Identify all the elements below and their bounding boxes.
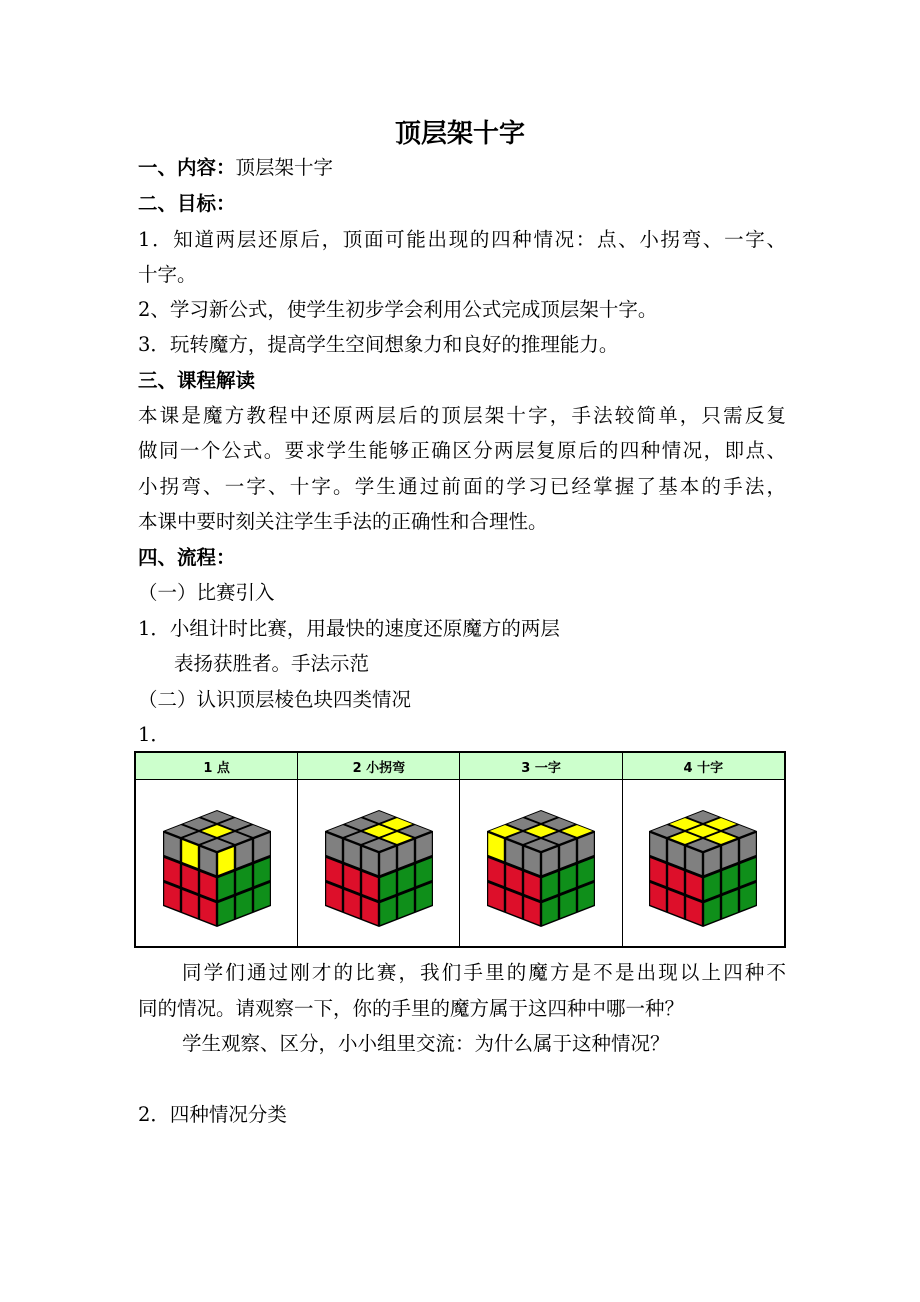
content-heading: 一、内容： (138, 156, 236, 179)
content-line (138, 155, 333, 181)
case-cell-1 (135, 780, 298, 948)
course-line-1: 本课是魔方教程中还原两层后的顶层架十字，手法较简单，只需反复 (138, 404, 786, 427)
observe-line-1: 同学们通过刚才的比赛，我们手里的魔方是不是出现以上四种不 (182, 961, 786, 984)
case-header-3: 3 一字 (460, 752, 622, 780)
flow-2-heading: （二）认识顶层棱色块四类情况 (138, 688, 412, 711)
flow-1-item: 1．小组计时比赛，用最快的速度还原魔方的两层 (138, 617, 560, 640)
discuss-line: 学生观察、区分，小小组里交流：为什么属于这种情况？ (182, 1032, 670, 1055)
cube-cross-image (638, 798, 768, 928)
cube-small-turn-image (314, 798, 444, 928)
flow-2-item-1: 1． (138, 723, 170, 746)
goal-1-line-1: 1．知道两层还原后，顶面可能出现的四种情况：点、小拐弯、一字、 (138, 228, 786, 251)
goal-1-line-2: 十字。 (138, 263, 197, 286)
case-cell-4 (622, 780, 785, 948)
flow-1-sub: 表扬获胜者。手法示范 (174, 652, 370, 675)
cases-header-row (135, 752, 785, 780)
course-line-3: 小拐弯、一字、十字。学生通过前面的学习已经掌握了基本的手法， (138, 475, 786, 498)
item-2: 2．四种情况分类 (138, 1103, 287, 1126)
goal-2: 2、学习新公式，使学生初步学会利用公式完成顶层架十字。 (138, 298, 658, 321)
goals-heading: 二、目标： (138, 192, 236, 215)
observe-line-2: 同的情况。请观察一下，你的手里的魔方属于这四种中哪一种？ (138, 997, 685, 1020)
goal-3: 3．玩转魔方，提高学生空间想象力和良好的推理能力。 (138, 333, 619, 356)
case-header-4: 4 十字 (622, 752, 785, 780)
course-line-4: 本课中要时刻关注学生手法的正确性和合理性。 (138, 510, 548, 533)
course-line-2: 做同一个公式。要求学生能够正确区分两层复原后的四种情况，即点、 (138, 439, 786, 462)
case-header-2: 2 小拐弯 (298, 752, 460, 780)
content-text: 顶层架十字 (235, 156, 334, 179)
case-cell-2 (298, 780, 460, 948)
cases-table (134, 751, 786, 948)
page-title: 顶层架十字 (394, 119, 525, 149)
case-header-1: 1 点 (135, 752, 298, 780)
flow-1-heading: （一）比赛引入 (138, 581, 275, 604)
cube-line-image (476, 798, 606, 928)
cases-image-row (135, 780, 785, 948)
flow-heading: 四、流程： (138, 546, 236, 569)
course-heading: 三、课程解读 (138, 369, 256, 392)
cube-dot-image (152, 798, 282, 928)
case-cell-3 (460, 780, 622, 948)
